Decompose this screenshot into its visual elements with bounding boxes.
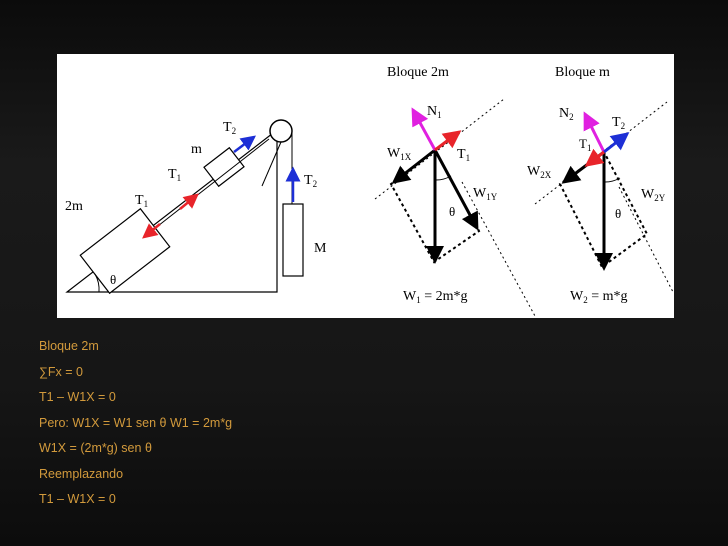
label-theta: θ — [110, 272, 117, 287]
fbd-big-t1-label: $T_1$ — [457, 147, 471, 163]
diagram-svg — [57, 54, 674, 318]
block-M — [283, 204, 303, 276]
physics-diagram — [57, 54, 674, 318]
rope-incline — [149, 139, 269, 233]
fbd-small-t2-arrow — [604, 134, 627, 152]
label-t1-right: $T_1$ — [168, 167, 182, 183]
fbd-big-w1y-arrow — [435, 150, 477, 228]
fbd-small-w2y-label: $W_{2Y}$ — [641, 187, 666, 203]
fbd-small-title: Bloque m — [555, 65, 610, 80]
equation-line: Reemplazando — [39, 466, 124, 481]
label-t2-vertical: $T_2$ — [304, 173, 318, 189]
fbd-big-incline-lower — [462, 182, 535, 316]
fbd-small-t1-label: $T_1$ — [579, 136, 592, 153]
fbd-bloque-2m — [375, 65, 535, 316]
fbd-small-t1-arrow — [587, 152, 604, 165]
fbd-big-title: Bloque 2m — [387, 65, 449, 80]
equations-list — [39, 337, 539, 516]
fbd-small-n2-label: $N_2$ — [559, 106, 574, 122]
fbd-small-w2-label: $W_2 = m*g$ — [570, 289, 628, 305]
fbd-big-t1-arrow — [435, 132, 459, 150]
fbd-small-w2x-label: $W_{2X}$ — [527, 164, 552, 180]
fbd-big-theta: θ — [449, 204, 456, 219]
label-2m: 2m — [65, 199, 83, 214]
equation-line: T1 – W1X = 0 — [39, 492, 116, 506]
block-2m — [80, 209, 169, 293]
equation-line: ∑Fx = 0 — [39, 364, 83, 379]
label-t2-incline: $T_2$ — [223, 120, 237, 136]
equation-line: W1X = (2m*g) sen θ — [39, 441, 152, 455]
equation-line: Bloque 2m — [39, 339, 99, 353]
block-m — [204, 148, 244, 187]
fbd-small-t2-label: $T_2$ — [612, 115, 626, 131]
fbd-small-theta: θ — [615, 206, 622, 221]
pulley-support — [262, 142, 281, 186]
fbd-big-w1y-label: $W_{1Y}$ — [473, 186, 498, 202]
fbd-big-n1-label: $N_1$ — [427, 104, 442, 120]
label-M: M — [314, 241, 327, 256]
fbd-big-w1-label: $W_1 = 2m*g$ — [403, 289, 468, 305]
label-t1-left: $T_1$ — [135, 193, 149, 209]
equation-line: Pero: W1X = W1 sen θ W1 = 2m*g — [39, 415, 233, 430]
equation-line: T1 – W1X = 0 — [39, 390, 116, 404]
pulley — [270, 120, 292, 142]
fbd-big-w1x-label: $W_{1X}$ — [387, 146, 412, 162]
t1-arrow-right — [180, 195, 197, 209]
fbd-bloque-m — [527, 65, 673, 305]
label-m: m — [191, 142, 202, 157]
incline-setup — [65, 120, 327, 293]
